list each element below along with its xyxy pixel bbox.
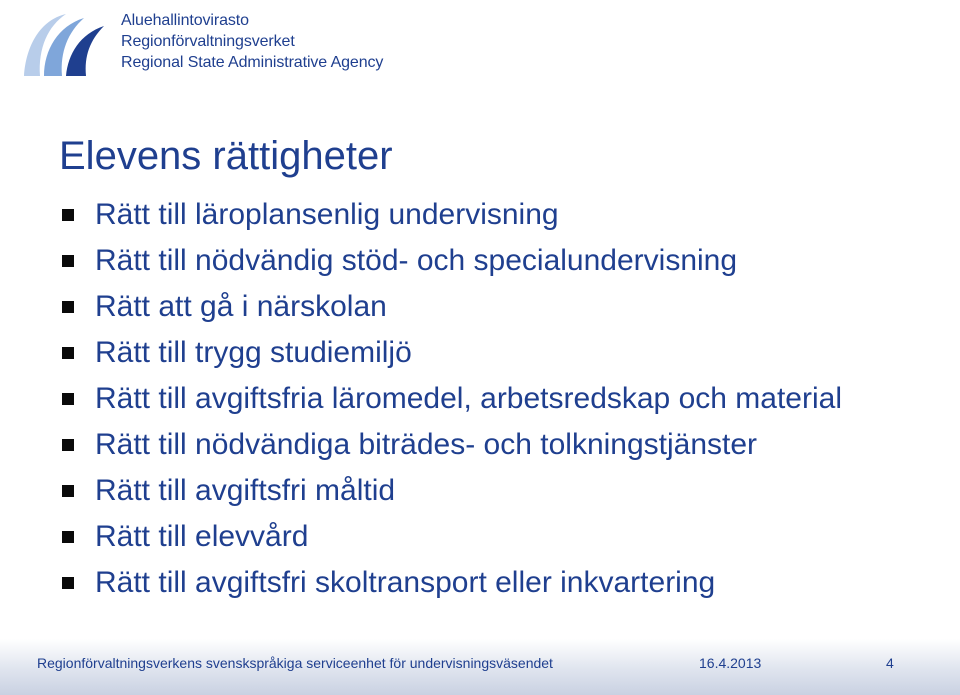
bullet-item (62, 192, 842, 238)
bullet-text: Rätt att gå i närskolan (95, 290, 387, 323)
slide-title: Elevens rättigheter (59, 134, 393, 178)
bullet-text: Rätt till nödvändiga biträdes- och tolkningstjänster (95, 428, 758, 461)
bullet-item (62, 514, 842, 560)
bullet-item (62, 284, 842, 330)
square-bullet-icon (62, 439, 74, 451)
bullet-text: Rätt till avgiftsfri skoltransport eller inkvartering (95, 566, 716, 599)
square-bullet-icon (62, 485, 74, 497)
bullet-text: Rätt till nödvändig stöd- och specialundervisning (95, 244, 738, 277)
agency-logo-icon (18, 6, 114, 84)
agency-name (121, 10, 383, 73)
square-bullet-icon (62, 531, 74, 543)
bullet-text: Rätt till trygg studiemiljö (95, 336, 412, 369)
square-bullet-icon (62, 393, 74, 405)
bullet-item (62, 422, 842, 468)
bullet-text: Rätt till avgiftsfria läromedel, arbetsredskap och material (95, 382, 842, 415)
agency-name-finnish: Aluehallintovirasto (121, 12, 249, 29)
square-bullet-icon (62, 347, 74, 359)
bullet-text: Rätt till läroplansenlig undervisning (95, 198, 559, 231)
slide-footer (0, 639, 960, 695)
square-bullet-icon (62, 255, 74, 267)
bullet-item (62, 238, 842, 284)
bullet-item (62, 330, 842, 376)
bullet-text: Rätt till elevvård (95, 520, 309, 553)
agency-name-swedish: Regionförvaltningsverket (121, 33, 295, 50)
page-number: 4 (886, 655, 894, 671)
bullet-item (62, 468, 842, 514)
agency-name-english: Regional State Administrative Agency (121, 54, 384, 71)
bullet-item (62, 376, 842, 422)
square-bullet-icon (62, 209, 74, 221)
bullet-text: Rätt till avgiftsfri måltid (95, 474, 396, 507)
footer-organization: Regionförvaltningsverkens svenskspråkiga serviceenhet för undervisningsväsendet (37, 655, 553, 671)
bullet-list (62, 192, 842, 606)
bullet-item (62, 560, 842, 606)
square-bullet-icon (62, 577, 74, 589)
square-bullet-icon (62, 301, 74, 313)
footer-date: 16.4.2013 (699, 655, 762, 671)
